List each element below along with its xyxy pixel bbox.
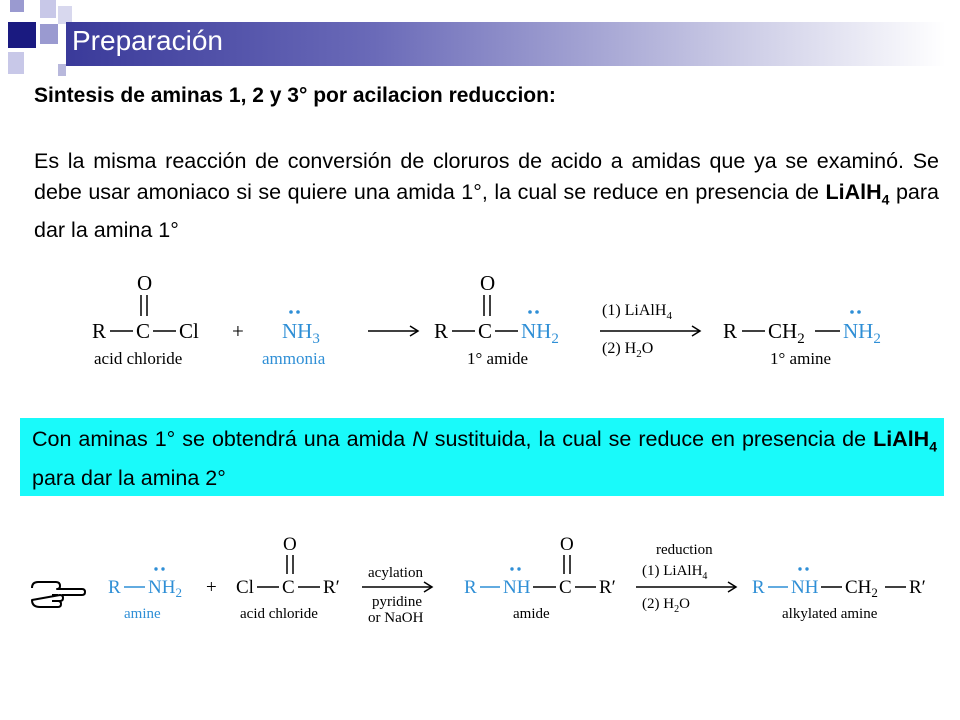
r2-o-1: O bbox=[283, 534, 297, 555]
italic-n: N bbox=[412, 427, 428, 451]
reaction-2-scheme bbox=[0, 530, 960, 640]
r2-step-2: (2) $H_2O$ bbox=[642, 596, 690, 615]
section-heading: Sintesis de aminas 1, 2 y 3° por acilacion reduccion: bbox=[34, 84, 556, 107]
r2-nh-2: NH bbox=[791, 577, 819, 598]
r1-label-amide: 1° amide bbox=[467, 349, 529, 368]
decor-square-5 bbox=[8, 52, 24, 74]
para-text-1: Es la misma reacción de conversión de cloruros de acido a amidas que ya se examinó. Se debe usar amoniaco si se quiere una amida 1°, la cual se reduce en presencia de bbox=[34, 149, 939, 204]
r1-step-2: (2) $H_2O$ bbox=[602, 340, 654, 360]
r2-label-acid-chloride: acid chloride bbox=[240, 606, 318, 622]
r2-reagent-pyridine: pyridine bbox=[372, 594, 422, 610]
r1-label-ammonia: ammonia bbox=[262, 349, 326, 368]
r1-r-2: R bbox=[434, 319, 449, 343]
r2-r-2: R bbox=[464, 577, 477, 598]
r2-nh: NH bbox=[503, 577, 531, 598]
decor-square-1 bbox=[10, 0, 24, 12]
highlight-text: Con aminas 1° se obtendrá una amida N sustituida, la cual se reduce en presencia de LiAlH$_4$ para dar la amina 2° bbox=[32, 427, 937, 491]
r2-r: R bbox=[108, 577, 121, 598]
r1-nh2-2: $NH_2$ bbox=[843, 319, 881, 347]
r1-r: R bbox=[92, 319, 107, 343]
r2-reagent-reduction: reduction bbox=[656, 542, 713, 558]
r1-step-1: (1) LiAlH$_4$ bbox=[602, 302, 672, 322]
r2-rprime-3: R′ bbox=[909, 577, 926, 598]
r2-step-1: (1) LiAlH$_4$ bbox=[642, 563, 708, 582]
intro-paragraph bbox=[34, 146, 939, 246]
decor-line bbox=[58, 64, 66, 76]
r1-o-2: O bbox=[480, 271, 496, 295]
r2-o-2: O bbox=[560, 534, 574, 555]
r2-label-amide: amide bbox=[513, 606, 550, 622]
decor-square-3 bbox=[8, 22, 36, 48]
r1-ch2: $CH_2$ bbox=[768, 319, 805, 347]
r1-nh3: $NH_3$ bbox=[282, 319, 320, 347]
reaction-1-scheme bbox=[0, 260, 960, 380]
r2-rprime-2: R′ bbox=[599, 577, 616, 598]
r1-nh2: $NH_2$ bbox=[521, 319, 559, 347]
para-reagent: LiAlH$_4$ bbox=[825, 180, 890, 208]
r2-label-alkylated: alkylated amine bbox=[782, 606, 878, 622]
r2-c: C bbox=[282, 577, 295, 598]
r2-r-3: R bbox=[752, 577, 765, 598]
r1-o-1: O bbox=[137, 271, 153, 295]
r1-plus: + bbox=[232, 319, 244, 343]
r1-cl: Cl bbox=[179, 319, 199, 343]
para-text-2: para dar la amina 1° bbox=[34, 180, 939, 243]
r2-plus: + bbox=[206, 577, 217, 598]
r2-reagent-naoh: or NaOH bbox=[368, 610, 424, 626]
r1-c-2: C bbox=[478, 319, 493, 343]
r2-rprime: R′ bbox=[323, 577, 340, 598]
r1-c: C bbox=[136, 319, 151, 343]
r2-ch2: $CH_2$ bbox=[845, 577, 878, 600]
r2-nh2: $NH_2$ bbox=[148, 577, 182, 600]
r2-label-amine: amine bbox=[124, 606, 161, 622]
r2-c-2: C bbox=[559, 577, 572, 598]
decor-square-4 bbox=[40, 24, 58, 44]
r1-label-amine: 1° amine bbox=[770, 349, 832, 368]
r2-cl: Cl bbox=[236, 577, 254, 598]
decor-square-2 bbox=[40, 0, 56, 18]
slide-title: Preparación bbox=[72, 25, 223, 56]
r1-r-3: R bbox=[723, 319, 738, 343]
box-reagent: LiAlH$_4$ bbox=[873, 427, 937, 455]
r2-reagent-acylation: acylation bbox=[368, 565, 423, 581]
r1-label-acid-chloride: acid chloride bbox=[94, 349, 183, 368]
